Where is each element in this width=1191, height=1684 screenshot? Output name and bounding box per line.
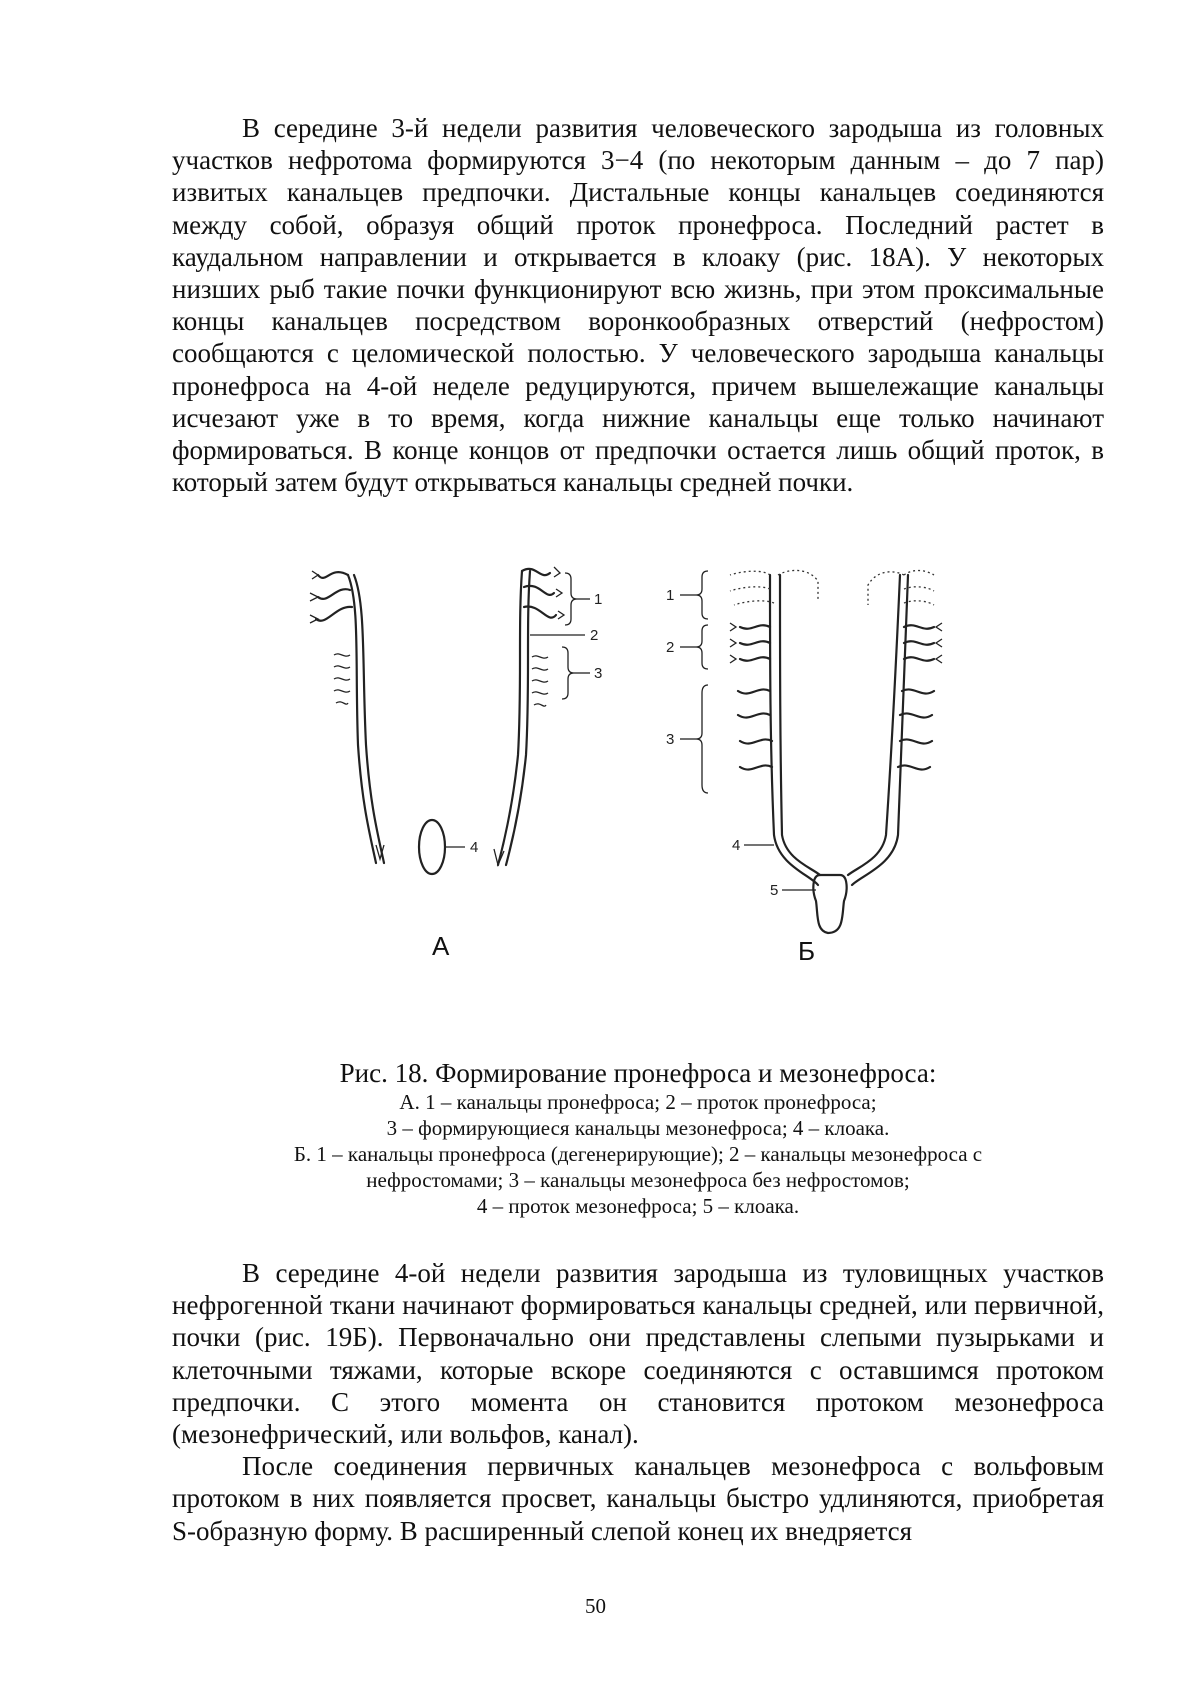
panel-a-left-duct [310,571,384,863]
page-number: 50 [585,1594,606,1618]
caption-line-3: Б. 1 – канальцы пронефроса (дегенерирующие); 2 – канальцы мезонефроса с [293,1142,983,1166]
caption-line-1: А. 1 – канальцы пронефроса; 2 – проток пронефроса; [399,1090,877,1114]
paragraph-3-text: После соединения первичных канальцев мезонефроса с вольфовым протоком в них появляется просвет, канальцы быстро удлиняются, приобретая S-образную форму. В расширенный слепой конец их внедряется [172,1451,1104,1546]
figure-18 [300,545,1060,1045]
caption-line-2: 3 – формирующиеся канальцы мезонефроса; 4 – клоака. [386,1116,890,1140]
panel-a-right-duct [494,567,590,865]
panel-b-label-4: 4 [732,837,741,854]
figure-caption [172,1057,1104,1219]
panel-b-label-1: 1 [666,587,675,604]
panel-b-label-3: 3 [666,731,675,748]
figure-18-drawing [300,545,1060,1045]
panel-a-label-3: 3 [594,665,603,682]
panel-a-label-2: 2 [590,627,599,644]
panel-a-label-4: 4 [470,839,479,856]
paragraph-1 [172,112,1104,498]
caption-line-5: 4 – проток мезонефроса; 5 – клоака. [476,1194,800,1218]
paragraph-1-text: В середине 3-й недели развития человеческого зародыша из головных участков нефротома формируются 3−4 (по некоторым данным – до 7 пар) извитых канальцев предпочки. Дистальные концы канальцев соединяются между собой, образуя общий проток пронефроса. Последний растет в каудальном направлении и открывается в клоаку (рис. 18А). У некоторых низших рыб такие почки функционируют всю жизнь, при этом проксимальные концы канальцев посредством воронкообразных отверстий (нефростом) сообщаются с целомической полостью. У человеческого зародыша канальцы пронефроса на 4-ой неделе редуцируются, причем вышележащие канальцы исчезают уже в то время, когда нижние канальцы еще только начинают формироваться. В конце концов от предпочки остается лишь общий проток, в который затем будут открываться канальцы средней почки. [172,113,1104,498]
paragraph-2-text: В середине 4-ой недели развития зародыша из туловищных участков нефрогенной ткани начинают формироваться канальцы средней, или первичной, почки (рис. 19Б). Первоначально они представлены слепыми пузырьками и клеточными тяжами, которые вскоре соединяются с оставшимся протоком предпочки. С этого момента он становится протоком мезонефроса (мезонефрический, или вольфов, канал). [172,1258,1104,1450]
paragraph-2-block [172,1257,1104,1547]
panel-a-letter: А [432,931,450,961]
panel-b-letter: Б [798,936,816,966]
panel-b-mesonephric-ducts [680,570,942,933]
caption-line-4: нефростомами; 3 – канальцы мезонефроса без нефростомов; [366,1168,910,1192]
panel-a-label-1: 1 [594,591,603,608]
panel-a-cloaca [419,820,445,874]
panel-b-label-5: 5 [770,882,779,899]
caption-title: Рис. 18. Формирование пронефроса и мезонефроса: [339,1058,937,1088]
panel-b-label-2: 2 [666,639,675,656]
